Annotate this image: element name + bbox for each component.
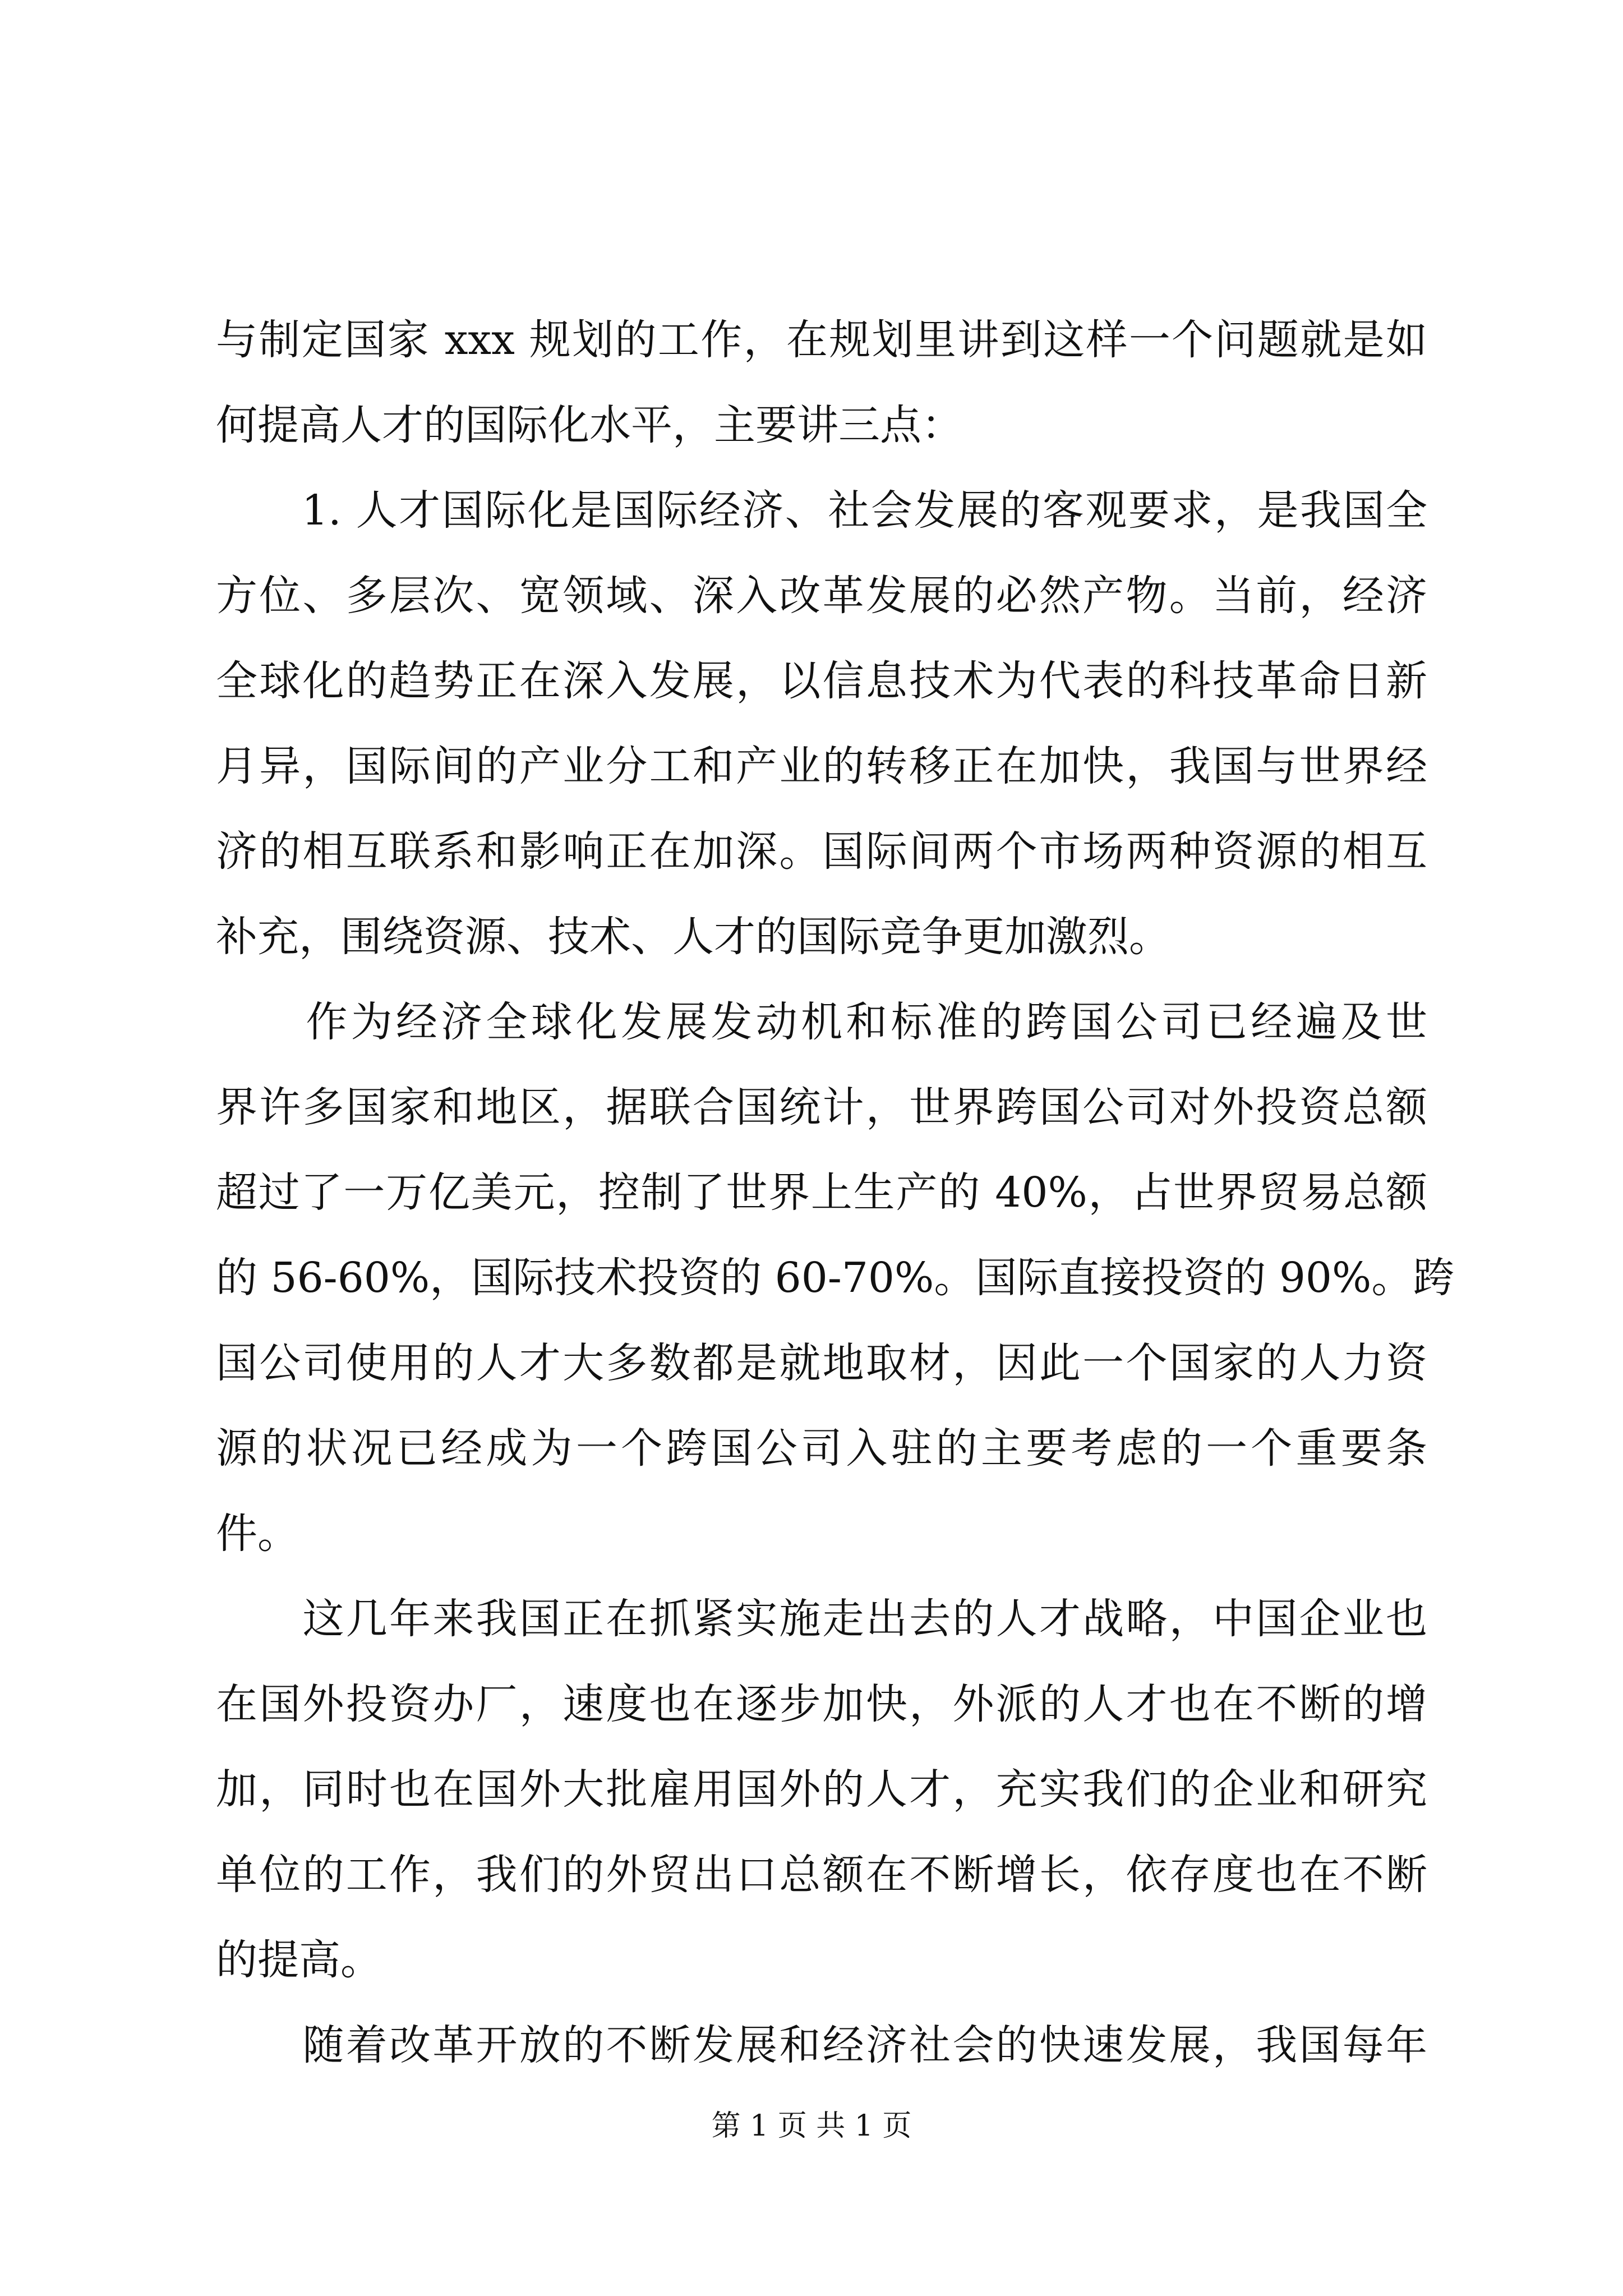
text-line: 与制定国家 xxx 规划的工作，在规划里讲到这样一个问题就是如 (216, 316, 1427, 364)
text-line: 单位的工作，我们的外贸出口总额在不断增长，依存度也在不断 (216, 1851, 1427, 1899)
text-line: 方位、多层次、宽领域、深入改革发展的必然产物。当前，经济 (216, 572, 1427, 620)
text-line: 的提高。 (216, 1936, 382, 1984)
text-line: 界许多国家和地区，据联合国统计，世界跨国公司对外投资总额 (216, 1083, 1427, 1131)
text-line: 月异，国际间的产业分工和产业的转移正在加快，我国与世界经 (216, 742, 1427, 790)
text-line: 何提高人才的国际化水平，主要讲三点： (216, 401, 963, 449)
text-line: 随着改革开放的不断发展和经济社会的快速发展，我国每年 (216, 2021, 1427, 2069)
text-line: 超过了一万亿美元，控制了世界上生产的 40%，占世界贸易总额 (216, 1168, 1427, 1217)
text-line: 作为经济全球化发展发动机和标准的跨国公司已经遍及世 (216, 998, 1427, 1046)
text-line: 加，同时也在国外大批雇用国外的人才，充实我们的企业和研究 (216, 1765, 1427, 1814)
document-body (216, 297, 1455, 2088)
text-line: 在国外投资办厂，速度也在逐步加快，外派的人才也在不断的增 (216, 1680, 1427, 1728)
text-line: 国公司使用的人才大多数都是就地取材，因此一个国家的人力资 (216, 1339, 1427, 1387)
text-line: 的 56-60%，国际技术投资的 60-70%。国际直接投资的 90%。跨 (216, 1254, 1455, 1302)
text-line: 全球化的趋势正在深入发展，以信息技术为代表的科技革命日新 (216, 657, 1427, 705)
text-line: 补充，围绕资源、技术、人才的国际竞争更加激烈。 (216, 913, 1170, 961)
text-line: 这几年来我国正在抓紧实施走出去的人才战略，中国企业也 (216, 1595, 1427, 1643)
text-line: 源的状况已经成为一个跨国公司入驻的主要考虑的一个重要条 (216, 1424, 1427, 1473)
text-line: 件。 (216, 1510, 299, 1558)
text-line: 济的相互联系和影响正在加深。国际间两个市场两种资源的相互 (216, 827, 1427, 876)
text-line: 1. 人才国际化是国际经济、社会发展的客观要求，是我国全 (216, 486, 1427, 535)
page-footer: 第 1 页 共 1 页 (711, 2109, 912, 2143)
